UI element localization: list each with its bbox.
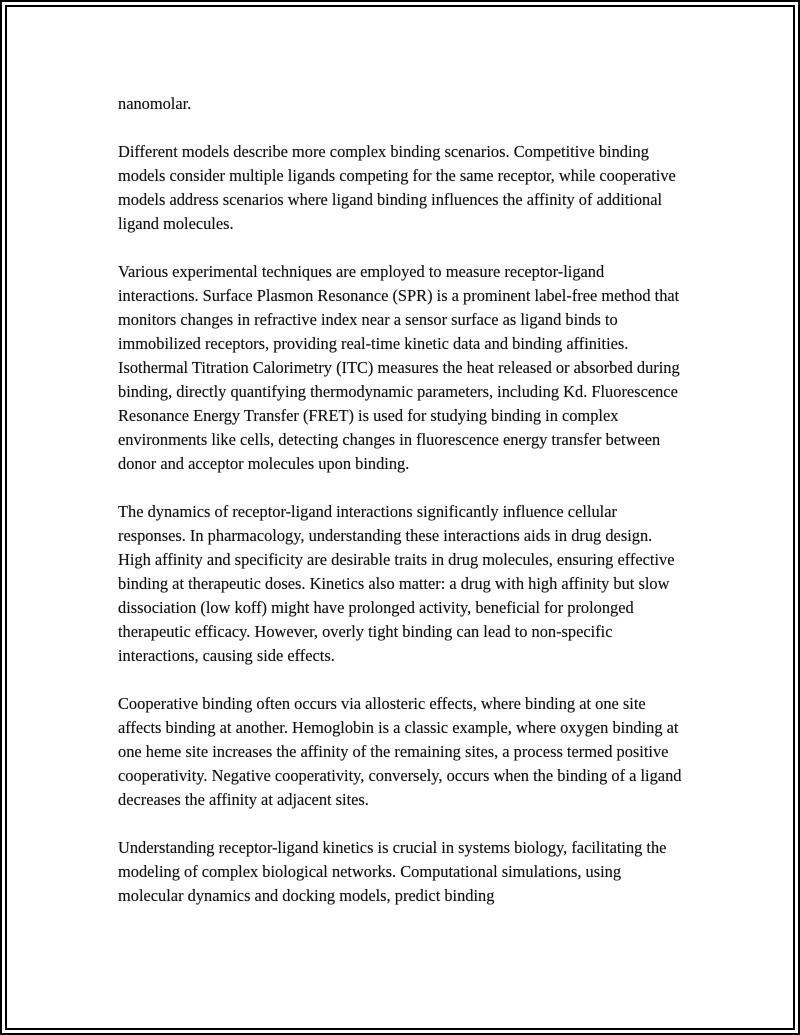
paragraph-experimental-techniques: Various experimental techniques are employed to measure receptor-ligand interactions. Surface Plasmon Resonance (SPR) is a prominent label-free method that monitors changes in refractive index near a sensor surface as ligand binds to immobilized receptors, providing real-time kinetic data and binding affinities. Isothermal Titration Calorimetry (ITC) measures the heat released or absorbed during binding, directly quantifying thermodynamic parameters, including Kd. Fluorescence Resonance Energy Transfer (FRET) is used for studying binding in complex environments like cells, detecting changes in fluorescence energy transfer between donor and acceptor molecules upon binding. <box>118 262 680 473</box>
document-body <box>118 92 688 932</box>
paragraph-dynamics-pharmacology: The dynamics of receptor-ligand interactions significantly influence cellular responses. In pharmacology, understanding these interactions aids in drug design. High affinity and specificity are desirable traits in drug molecules, ensuring effective binding at therapeutic doses. Kinetics also matter: a drug with high affinity but slow dissociation (low koff) might have prolonged activity, beneficial for prolonged therapeutic efficacy. However, overly tight binding can lead to non-specific interactions, causing side effects. <box>118 502 675 665</box>
paragraph-binding-models: Different models describe more complex binding scenarios. Competitive binding models consider multiple ligands competing for the same receptor, while cooperative models address scenarios where ligand binding influences the affinity of additional ligand molecules. <box>118 142 676 233</box>
paragraph-continuation: nanomolar. <box>118 94 192 113</box>
paragraph-cooperative-binding: Cooperative binding often occurs via allosteric effects, where binding at one site affects binding at another. Hemoglobin is a classic example, where oxygen binding at one heme site increases the affinity of the remaining sites, a process termed positive cooperativity. Negative cooperativity, conversely, occurs when the binding of a ligand decreases the affinity at adjacent sites. <box>118 694 682 809</box>
paragraph-systems-biology: Understanding receptor-ligand kinetics is crucial in systems biology, facilitating the modeling of complex biological networks. Computational simulations, using molecular dynamics and docking models, predict binding <box>118 838 667 905</box>
